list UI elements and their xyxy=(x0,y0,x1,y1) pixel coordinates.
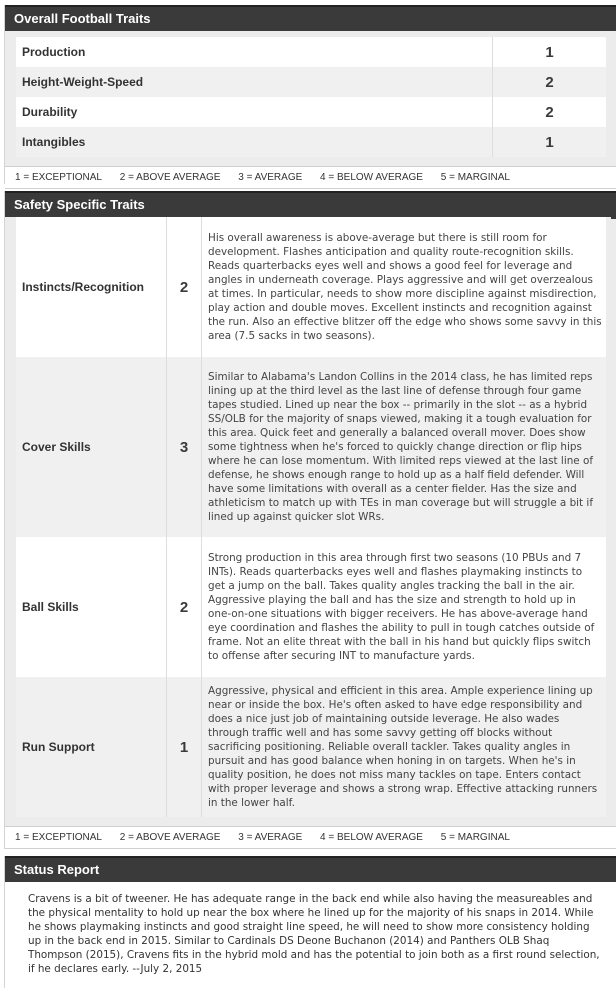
legend-item: 1 = EXCEPTIONAL xyxy=(15,832,102,843)
table-row xyxy=(16,127,606,157)
trait-grade: 1 xyxy=(167,677,202,817)
trait-description: Similar to Alabama's Landon Collins in the 2014 class, he has limited reps lining up at the third level as the last line of defense through four game tapes studied. Lined up near the box -- primarily in the slot -- as a hybrid SS/OLB for the majority of snaps viewed, making it a tough evaluation for this area. Quick feet and generally a balanced overall mover. Does show some tightness when he's forced to quickly change direction or flip hips where he can lose momentum. With limited reps viewed at the last line of defense, he shows enough range to hold up as a half field defender. Will have some limitations with overall as a center fielder. Has the size and athleticism to match up with TEs in man coverage but will struggle a bit if lined up against quicker slot WRs. xyxy=(202,357,607,537)
grade-legend xyxy=(5,166,616,189)
trait-name: Instincts/Recognition xyxy=(16,217,167,357)
grade-legend xyxy=(5,826,616,849)
trait-grade: 2 xyxy=(167,537,202,677)
overall-traits-table xyxy=(16,37,606,157)
trait-description: Strong production in this area through first two seasons (10 PBUs and 7 INTs). Reads quarterbacks eyes well and flashes playmaking instincts to get a jump on the ball. Takes quality angles tracking the ball in the air. Aggressive playing the ball and has the size and strength to hold up in one-on-one situations with bigger receivers. He has above-average hand eye coordination and flashes the ability to pull in tough catches outside of frame. Not an elite threat with the ball in his hand but quickly flips switch to offense after securing INT to manufacture yards. xyxy=(202,537,607,677)
legend-item: 1 = EXCEPTIONAL xyxy=(15,172,102,183)
status-report-header: Status Report xyxy=(5,856,616,882)
table-row xyxy=(16,217,606,357)
legend-item: 5 = MARGINAL xyxy=(440,172,510,183)
table-row xyxy=(16,677,606,817)
overall-traits-section xyxy=(4,5,616,184)
safety-traits-header: Safety Specific Traits xyxy=(5,191,616,217)
table-row xyxy=(16,37,606,67)
legend-item: 3 = AVERAGE xyxy=(238,832,303,843)
status-report-body: Cravens is a bit of tweener. He has adequate range in the back end while also having the measureables and the physical mentality to hold up near the box where he lined up for the majority of his snaps in 2014. While he shows playmaking instincts and good straight line speed, he will need to show more consistency holding up in the back end in 2015. Similar to Cardinals DS Deone Buchanon (2014) and Panthers OLB Shaq Thompson (2015), Cravens fits in the hybrid mold and has the potential to join both as a first round selection, if he declares early. --July 2, 2015 xyxy=(5,882,616,988)
trait-grade: 1 xyxy=(493,127,607,157)
legend-item: 4 = BELOW AVERAGE xyxy=(320,832,423,843)
trait-name: Durability xyxy=(16,97,493,127)
trait-grade: 2 xyxy=(493,97,607,127)
trait-name: Production xyxy=(16,37,493,67)
legend-item: 5 = MARGINAL xyxy=(440,832,510,843)
trait-name: Intangibles xyxy=(16,127,493,157)
trait-name: Height-Weight-Speed xyxy=(16,67,493,97)
trait-grade: 2 xyxy=(167,217,202,357)
legend-item: 4 = BELOW AVERAGE xyxy=(320,172,423,183)
table-row xyxy=(16,67,606,97)
trait-grade: 3 xyxy=(167,357,202,537)
status-report-section xyxy=(4,856,616,988)
legend-item: 3 = AVERAGE xyxy=(238,172,303,183)
trait-name: Cover Skills xyxy=(16,357,167,537)
table-row xyxy=(16,357,606,537)
table-row xyxy=(16,537,606,677)
trait-name: Run Support xyxy=(16,677,167,817)
overall-traits-header: Overall Football Traits xyxy=(5,5,616,31)
safety-traits-table xyxy=(16,217,606,817)
safety-traits-section xyxy=(4,191,616,849)
trait-description: Aggressive, physical and efficient in this area. Ample experience lining up near or inside the box. He's often asked to have edge responsibility and does a nice just job of maintaining outside leverage. He also wades through traffic well and has some savvy getting off blocks without sacrificing positioning. Reliable overall tackler. Takes quality angles in pursuit and has good balance when honing in on targets. When he's in quality position, he does not miss many tackles on tape. Enters contact with proper leverage and shows a strong wrap. Effective attacking runners in the lower half. xyxy=(202,677,607,817)
adjacent-panel-edge xyxy=(611,205,616,219)
legend-item: 2 = ABOVE AVERAGE xyxy=(119,832,221,843)
trait-grade: 1 xyxy=(493,37,607,67)
trait-name: Ball Skills xyxy=(16,537,167,677)
trait-grade: 2 xyxy=(493,67,607,97)
legend-item: 2 = ABOVE AVERAGE xyxy=(119,172,221,183)
table-row xyxy=(16,97,606,127)
trait-description: His overall awareness is above-average but there is still room for development. Flashes anticipation and quality route-recognition skills. Reads quarterbacks eyes well and shows a good feel for leverage and angles in underneath coverage. Plays aggressive and will get overzealous at times. In particular, needs to show more discipline against misdirection, play action and double moves. Excellent instincts and recognition against the run. Also an effective blitzer off the edge who shows some savvy in this area (7.5 sacks in two seasons). xyxy=(202,217,607,357)
